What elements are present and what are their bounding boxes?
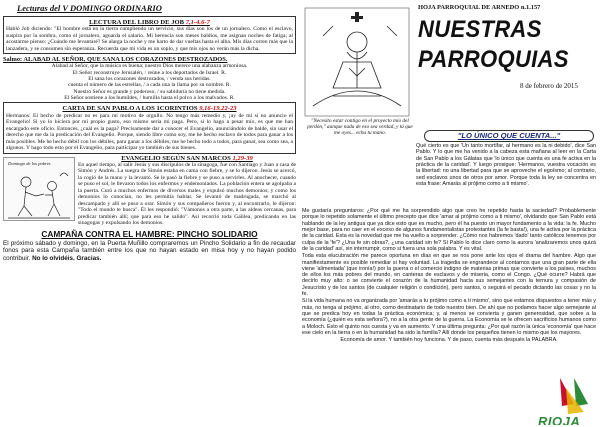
reading-job-box [3, 16, 296, 54]
psalm-line: El Señor sostiene a los humildes, / humilla hasta el polvo a los malvados. R. [64, 95, 235, 102]
reading-corinthians-box [3, 102, 296, 153]
psalm-lines [3, 63, 296, 101]
psalm-line: El Señor reconstruye Jerusalén, / reúne a los deportados de Israel. R. [72, 69, 227, 76]
gospel-heading: EVANGELIO SEGÚN SAN MARCOS [121, 154, 231, 162]
praying-figure-icon [303, 6, 411, 118]
issue-date: 8 de febrero de 2015 [520, 82, 578, 90]
article-title: "LO ÚNICO QUE CUENTA..." [424, 130, 594, 142]
gospel-illustration [3, 157, 75, 221]
masthead-title-line1: NUESTRAS [418, 16, 542, 43]
reading-corinthians-text: Hermanos: El hecho de predicar no es para mí motivo de orgullo. No tengo más remedio y, ¡ay de mí si no anuncio el Evangelio! Si yo lo hiciera por mi propio gusto, eso mismo sería mi paga. Pero, si lo hago a pesar mío, es que me han encargado este oficio. Entonces, ¿cuál es la paga? Precisamente dar a conocer el Evangelio, anunciándolo de balde, sin usar el derecho que me da la predicación del Evangelio. Porque, siendo libre como soy, me he hecho esclavo de todos para ganar a los más posibles. Me he hecho débil con los débiles, para ganar a los débiles; me he hecho todo a todos, para ganar, sea como sea, a algunos. Y hago todo esto por el Evangelio, para participar yo también de sus bienes. [6, 112, 293, 152]
article-paragraph: Toda esta elucubración me parece oportuna en días en que se nos pone ante los ojos el drama del hambre. Algo que manifiestamente es posible remediar si hay voluntad. La tragedia se engrandece al contarnos que una gran parte de ella viene 'alimentada' (que ironía!) por la guerra o el comercio indigno de materias primas que convierte a los países, muchos de ellos los más pobres del mundo, en canteras de esclavos y de miseria, como el Congo. ¿Qué ocurre? Habrá que decirlo muy alto: o se convierte el corazón de la humanidad hacia sus semejantes con la ternura y compasión de Jesucristo y de los santos (de cualquier religión o condición), pero santos, o seguirá el pecado dictando las cosas y no la fe. [302, 253, 596, 298]
psalm-line: cuenta el número de las estrellas, / a cada una la llama por su nombre. R. [68, 82, 231, 89]
bulletin-logo-illustration [303, 6, 411, 118]
article-paragraph: Qué cierto es que 'Un tanto mortífar, al hermano es la ni debido', dice San Pablo. Y lo que me ha venido a la cabeza esta mañana al leer en la Carta de San Pablo a los Gálatas que 'lo único que cuenta es una fe activa en la práctica de la caridad'. Y luego prosigue: 'Hermanos, vuestra vocación es la libertad: no una libertad para que se aproveche el egoísmo; al contrario, sed esclavos unos de otros por amor. Porque toda la ley se concentra en esta frase: Amarás al prójimo como a ti mismo'. [416, 143, 596, 187]
left-column [3, 2, 296, 425]
article-body [302, 168, 596, 345]
campaign-body: El próximo sábado y domingo, en la Puerta Muñillo compraremos un Pincho Solidario a fin de recaudar fonos para esta Campaña también entre los que no hayan estado en misa hoy y no hayan podido contribuir. [3, 239, 296, 262]
psalm-line: Nuestro Señor es grande y poderoso, / su sabiduría no tiene medida. [73, 88, 226, 95]
gospel-ref: 1,29-39 [232, 154, 253, 162]
reading-job-heading: LECTURA DEL LIBRO DE JOB [89, 19, 185, 26]
reading-corinthians-title [6, 105, 293, 112]
article-paragraph: Me gustaría preguntaros: ¿Por qué me ha sorprendido algo que creo he repetido hasta la saciedad? Probablemente porque lo repetido solamente el último precepto que dice 'amar al prójimo como a ti mismo', olvidando que San Pablo está hablando de la ley antigua que ya dice esto que es mucho, pero él ha puesto un mayor fundamento a la vida: la fe. Mucho mejor base, para no caer en el exceso de algunos fundamentalistas protestantes (la fe basta!), una fe activa por la práctica de la caridad. Esta es la novedad que me ha vuelto a sorprender. ¿Cómo nos habremos 'dado' tanto católicos tenemos por culpa de la 'fe'? ¿Una fe sin obras?, ¿una caridad sin fe? Sí Pablo lo dice claro como la aurora 'analizaremos unos quizá de la caridad' así, sin interrumpir, como si fuera una sola palabra. Y es vital. [302, 208, 596, 252]
psalm-title: Salmo: ALABAD AL SEÑOR, QUE SANA LOS CORAZONES DESTROZADOS. [3, 56, 228, 64]
psalm-line: El sana los corazones destrozados, / venda sus heridas. [88, 75, 211, 82]
jesus-healing-drawing-icon [4, 158, 74, 220]
article-paragraph: Si la vida humana no va organizada por 'amarás a tu prójimo como a ti mismo', sino que estamos dispuestos a tener más y más, no tenga al prójimo, al otro, como destinatario de todo nuestro bien. De ahí que no podamos hacer algo semejante al que se predica hoy en todas la práctica económica; y, al menos se convierta y ganen generosidad, que sobre a la economía (¿quién es esta señora?), no a la otra gente de la guerra. La Economía se le ofrecen sacrificios humanos como a Moloch. Esto el quinto nos cuesta y va en aumento. Y una última pregunta: ¿Por qué razón la única 'economía' que hace ese cielo en la tierra o en la humanidad ha sido la familia? Allí donde los pequeños tienen lo mismo que los mayores. [302, 298, 596, 336]
rioja-wordmark: RIOJA [538, 414, 581, 425]
reading-corinthians-heading: CARTA DE SAN PABLO A LOS 1CORINTIOS [62, 105, 198, 113]
gospel-section [3, 155, 296, 227]
readings-title: Lecturas del V DOMINGO ORDINARIO [17, 3, 162, 13]
bulletin-number: HOJA PARROQUIAL DE ARNEDO n.1.157 [418, 4, 541, 11]
logo-caption: "Necesito estar contigo en el proyecto mío del perdón," aunque nada de eso sea verdad, y tú que me oyes... echa tu mano. [307, 118, 413, 137]
gospel-illustration-caption: Domingo de los pobres [8, 160, 51, 166]
right-column [300, 2, 597, 425]
article-paragraph: Economía de amor. Y también hoy funciona. Y de paso, cuenta más después la PALABRA. [340, 337, 558, 344]
campaign-text [3, 240, 296, 262]
reading-corinthians-ref: 9,16-19.22-23 [199, 105, 237, 113]
campaign-title: CAMPAÑA CONTRA EL HAMBRE: PINCHO SOLIDARIO [41, 228, 258, 239]
reading-job-ref: 7,1-4.6-7 [185, 19, 210, 26]
gospel-text: En aquel tiempo, al salir Jesús y sus discípulos de la sinagoga, fue con Santiago y Juan a casa de Simón y Andrés. La suegra de Simón estaba en cama con fiebre, y se lo dijeron. Jesús se acercó, la cogió de la mano y la levantó. Se le pasó la fiebre y se puso a servirles. Al anochecer, cuando se puso el sol, le llevaron todos los enfermos y endemoniados. La población entera se agolpaba a la puerta. Curó a muchos enfermos de diversos males y expulsó muchos demonios; y como los demonios lo conocían, no les permitía hablar. Se levantó de madrugada, se marchó al descampado y allí se puso a orar. Simón y sus compañeros fueron y, al encontrarlo, le dijeron: "Todo el mundo te busca". Él les respondió: "Vámonos a otra parte, a las aldeas cercanas, para predicar también allí; que para eso he salido". Así recorrió toda Galilea, predicando en las sinagogas y expulsando los demonios. [78, 161, 296, 227]
campaign-closing: No lo olvidéis. Gracias. [32, 254, 102, 262]
psalm-line: Alabad al Señor, que la música es buena; nuestro Dios merece una alabanza armoniosa. [51, 63, 248, 70]
reading-job-title [6, 19, 293, 26]
masthead-title-line2: PARROQUIAS [418, 46, 569, 73]
reading-job-text: Habló Job diciendo: "El hombre está en la tierra cumpliendo un servicio, sus días son los de un jornalero. Como el esclavo, suspira por la sombra, como el jornalero, aguarda el salario. Mi herencia son meses baldíos, me asignan noches de fatiga; al acostarme pienso: ¿Cuándo me levantaré? Se alarga la noche y me harto de dar vueltas hasta el alba. Mis días corren más que la lanzadera, y se consumen sin esperanza. Recuerda que mi vida es un soplo, y que mis ojos no verán más la dicha. [6, 26, 293, 52]
